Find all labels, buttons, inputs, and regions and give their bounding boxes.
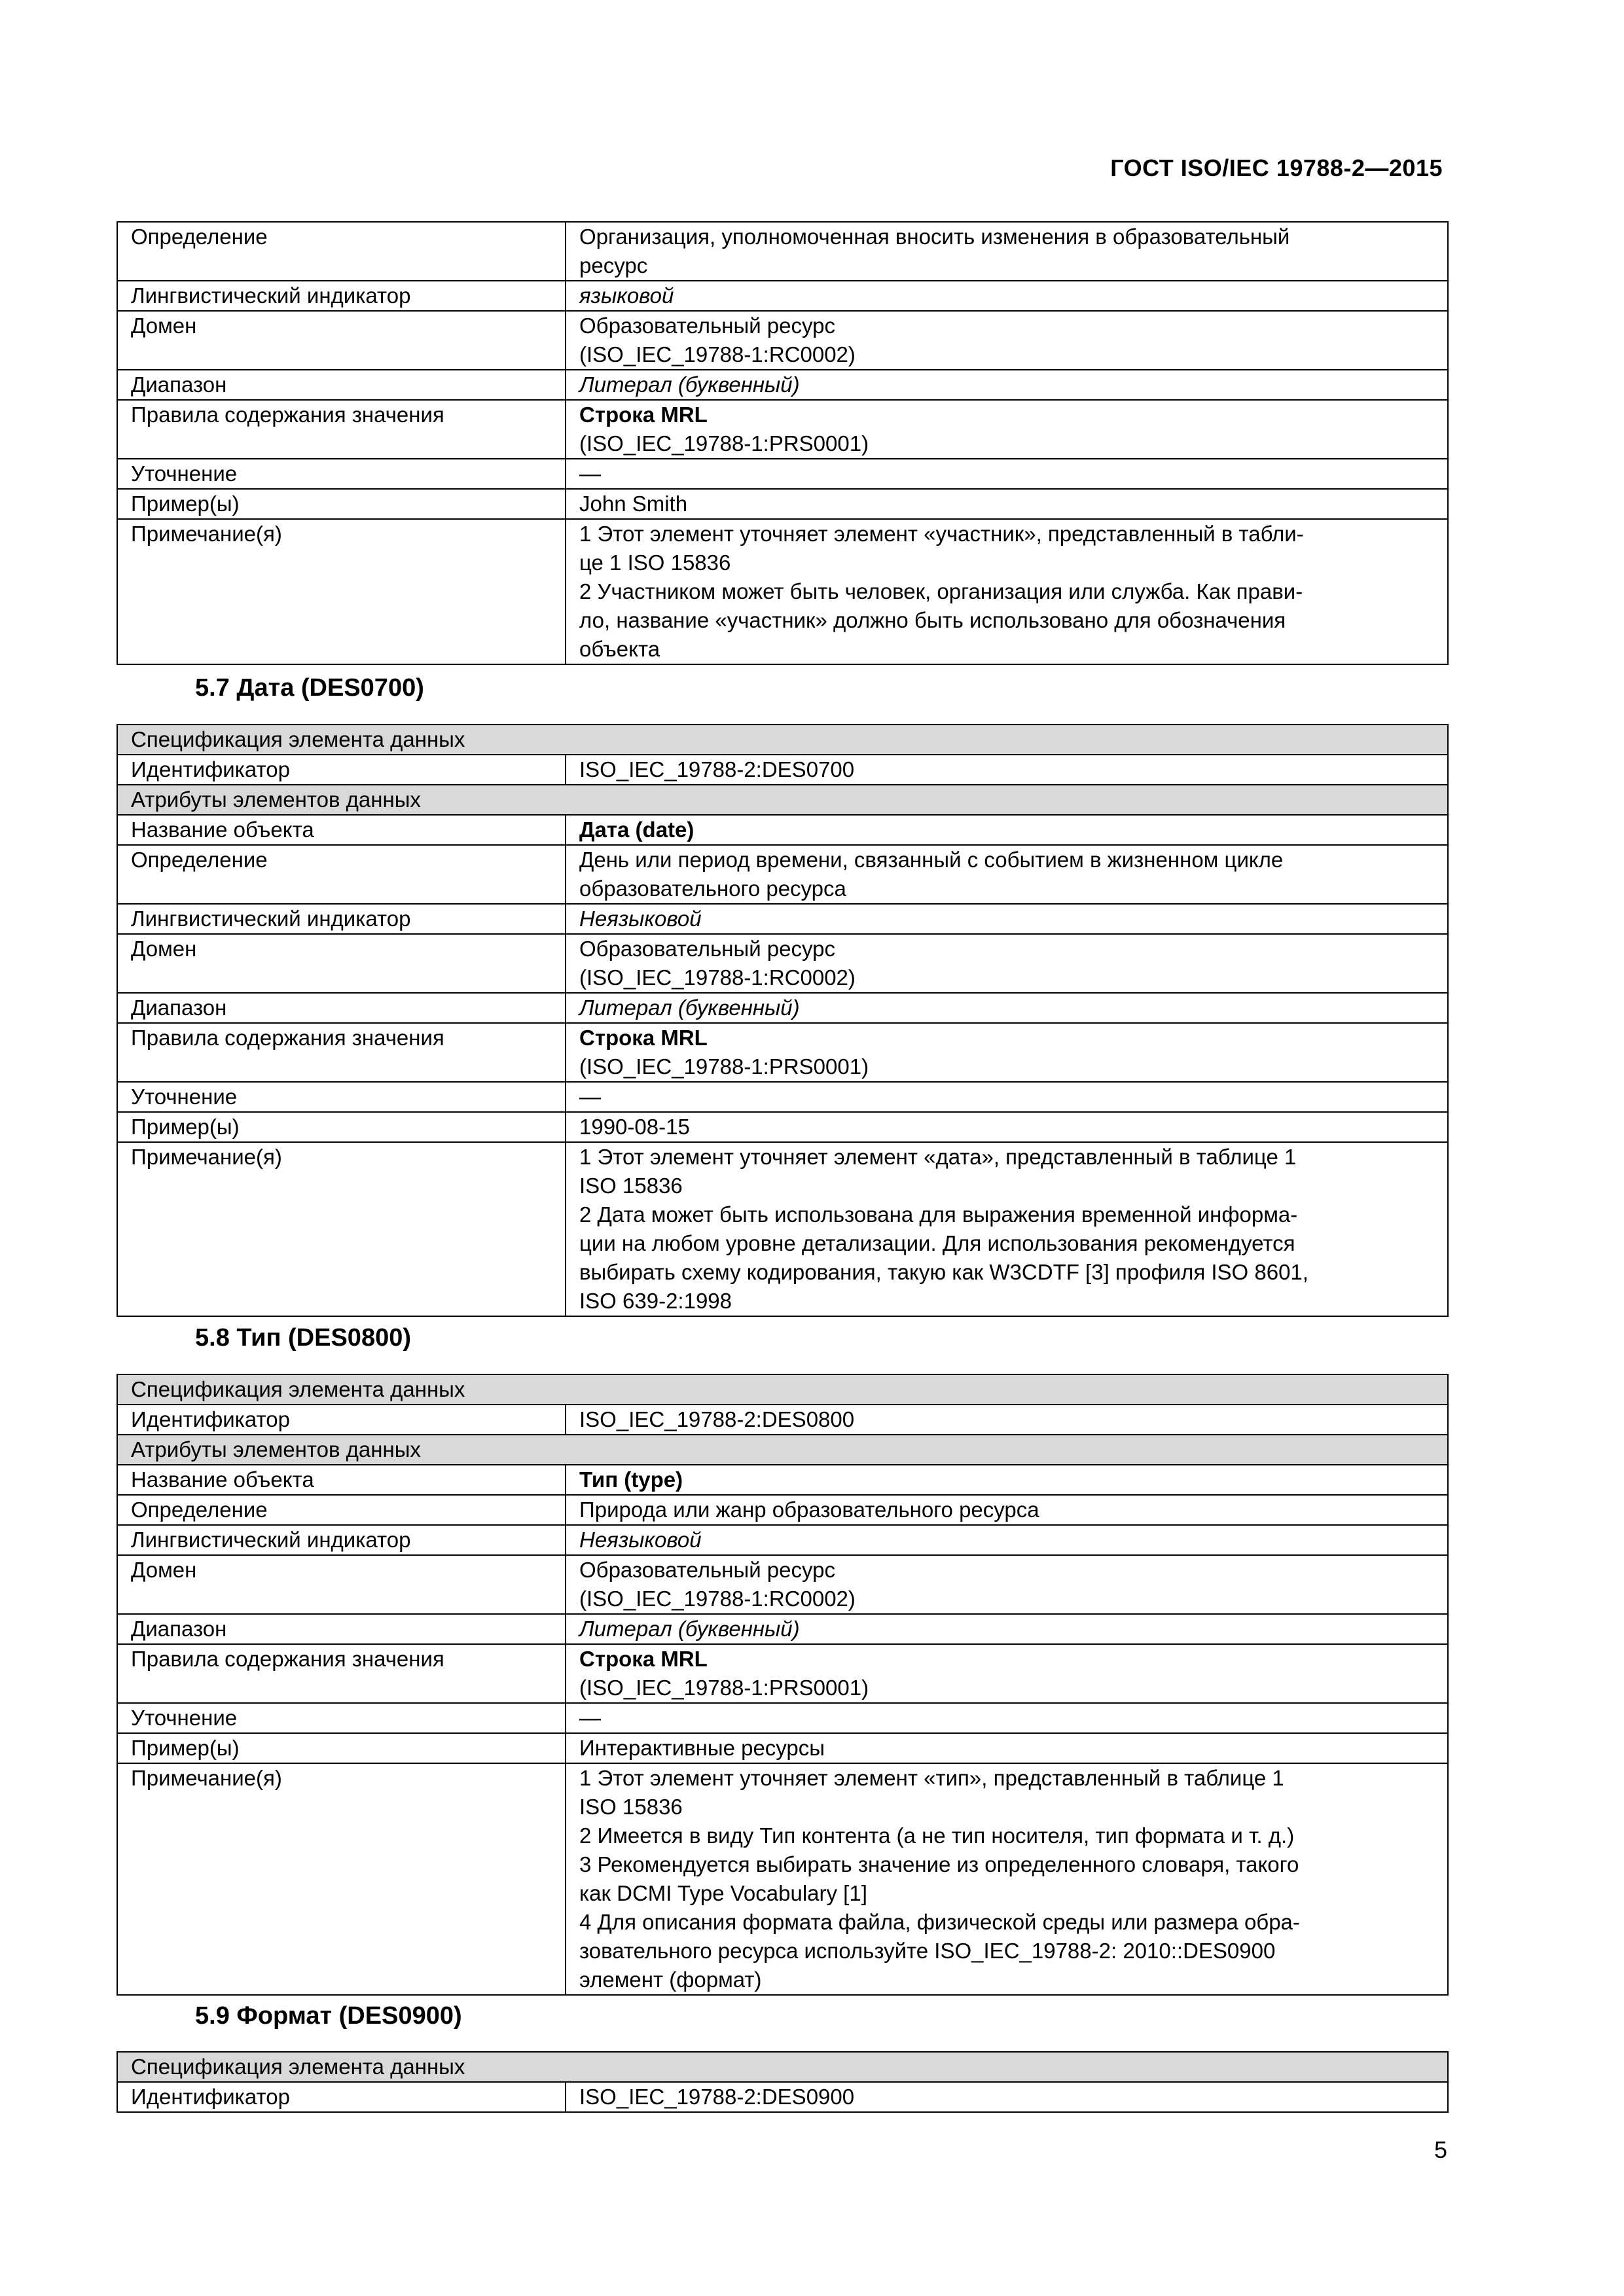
value-line: День или период времени, связанный с событием в жизненном цикле <box>579 848 1284 872</box>
row-value <box>566 1644 1448 1703</box>
note-line: це 1 ISO 15836 <box>579 550 731 575</box>
note-line: 2 Участником может быть человек, организация или служба. Как прави- <box>579 579 1303 603</box>
table-row <box>117 845 1448 904</box>
table-section-row <box>117 1374 1448 1405</box>
table-row <box>117 934 1448 993</box>
row-value: Интерактивные ресурсы <box>566 1733 1448 1763</box>
attrs-header: Атрибуты элементов данных <box>117 785 1448 815</box>
row-value: Природа или жанр образовательного ресурса <box>566 1495 1448 1525</box>
row-label: Диапазон <box>117 370 566 400</box>
note-line: 2 Дата может быть использована для выражения временной информа- <box>579 1202 1298 1227</box>
table-row <box>117 1525 1448 1555</box>
table-row <box>117 1555 1448 1614</box>
note-line: выбирать схему кодирования, такую как W3CDTF [3] профиля ISO 8601, <box>579 1260 1308 1284</box>
table-row <box>117 815 1448 845</box>
value-line: Строка MRL <box>579 1647 708 1671</box>
table-row <box>117 1763 1448 1995</box>
row-value: Неязыковой <box>566 904 1448 934</box>
value-line: образовательного ресурса <box>579 876 846 901</box>
section-heading-date: 5.7 Дата (DES0700) <box>195 674 424 702</box>
table-row <box>117 519 1448 664</box>
note-line: зовательного ресурса используйте ISO_IEC_19788-2: 2010::DES0900 <box>579 1939 1276 1963</box>
row-value: Тип (type) <box>566 1465 1448 1495</box>
row-label: Примечание(я) <box>117 1142 566 1316</box>
spec-header: Спецификация элемента данных <box>117 1374 1448 1405</box>
value-line: (ISO_IEC_19788-1:RC0002) <box>579 1587 856 1611</box>
table-row <box>117 459 1448 489</box>
row-label: Идентификатор <box>117 1405 566 1435</box>
table-section-row <box>117 725 1448 755</box>
table-row <box>117 311 1448 370</box>
row-value: ISO_IEC_19788-2:DES0800 <box>566 1405 1448 1435</box>
row-value: 1990-08-15 <box>566 1112 1448 1142</box>
row-label: Определение <box>117 1495 566 1525</box>
row-value: — <box>566 459 1448 489</box>
value-line: Строка MRL <box>579 1026 708 1050</box>
row-label: Домен <box>117 311 566 370</box>
row-value <box>566 400 1448 459</box>
value-line: ресурс <box>579 253 648 278</box>
table-row <box>117 1112 1448 1142</box>
section-heading-type: 5.8 Тип (DES0800) <box>195 1324 411 1352</box>
row-label: Пример(ы) <box>117 1112 566 1142</box>
note-line: ISO 15836 <box>579 1795 683 1819</box>
section-heading-format: 5.9 Формат (DES0900) <box>195 2002 462 2030</box>
row-label: Пример(ы) <box>117 1733 566 1763</box>
note-line: 2 Имеется в виду Тип контента (а не тип носителя, тип формата и т. д.) <box>579 1823 1295 1848</box>
row-value <box>566 311 1448 370</box>
row-label: Название объекта <box>117 1465 566 1495</box>
row-value: — <box>566 1082 1448 1112</box>
notes-cell <box>566 519 1448 664</box>
table-type <box>117 1374 1449 1996</box>
table-section-row <box>117 1435 1448 1465</box>
table-row <box>117 370 1448 400</box>
row-label: Диапазон <box>117 993 566 1023</box>
table-row <box>117 1644 1448 1703</box>
row-value: Литерал (буквенный) <box>566 993 1448 1023</box>
row-value: Литерал (буквенный) <box>566 370 1448 400</box>
row-label: Идентификатор <box>117 755 566 785</box>
page-number: 5 <box>1434 2136 1447 2163</box>
row-value: ISO_IEC_19788-2:DES0900 <box>566 2082 1448 2112</box>
row-label: Правила содержания значения <box>117 400 566 459</box>
table-section-row <box>117 785 1448 815</box>
row-value <box>566 1555 1448 1614</box>
table-row <box>117 2082 1448 2112</box>
note-line: элемент (формат) <box>579 1967 762 1992</box>
table-row <box>117 1465 1448 1495</box>
row-label: Примечание(я) <box>117 1763 566 1995</box>
note-line: 1 Этот элемент уточняет элемент «тип», представленный в таблице 1 <box>579 1766 1284 1790</box>
row-label: Определение <box>117 222 566 281</box>
note-line: 4 Для описания формата файла, физической среды или размера обра- <box>579 1910 1300 1934</box>
note-line: ции на любом уровне детализации. Для использования рекомендуется <box>579 1231 1295 1255</box>
value-line: Образовательный ресурс <box>579 314 835 338</box>
value-line: (ISO_IEC_19788-1:PRS0001) <box>579 1676 869 1700</box>
table-row <box>117 489 1448 519</box>
row-label: Примечание(я) <box>117 519 566 664</box>
note-line: ло, название «участник» должно быть использовано для обозначения <box>579 608 1286 632</box>
table-date <box>117 724 1449 1317</box>
notes-cell <box>566 1142 1448 1316</box>
row-label: Домен <box>117 1555 566 1614</box>
row-value: ISO_IEC_19788-2:DES0700 <box>566 755 1448 785</box>
note-line: как DCMI Type Vocabulary [1] <box>579 1881 867 1905</box>
notes-cell <box>566 1763 1448 1995</box>
row-label: Уточнение <box>117 1703 566 1733</box>
table-row <box>117 1733 1448 1763</box>
row-label: Определение <box>117 845 566 904</box>
table-section-row <box>117 2052 1448 2082</box>
row-value: Дата (date) <box>566 815 1448 845</box>
row-value: Неязыковой <box>566 1525 1448 1555</box>
spec-header: Спецификация элемента данных <box>117 2052 1448 2082</box>
value-line: Образовательный ресурс <box>579 937 835 961</box>
row-value: John Smith <box>566 489 1448 519</box>
row-label: Лингвистический индикатор <box>117 904 566 934</box>
row-value <box>566 845 1448 904</box>
table-row <box>117 993 1448 1023</box>
value-line: (ISO_IEC_19788-1:RC0002) <box>579 965 856 990</box>
row-value: — <box>566 1703 1448 1733</box>
row-label: Пример(ы) <box>117 489 566 519</box>
row-label: Лингвистический индикатор <box>117 1525 566 1555</box>
value-line: Образовательный ресурс <box>579 1558 835 1582</box>
row-label: Домен <box>117 934 566 993</box>
table-continued <box>117 221 1449 665</box>
table-format <box>117 2051 1449 2113</box>
spec-header: Спецификация элемента данных <box>117 725 1448 755</box>
note-line: 1 Этот элемент уточняет элемент «участник», представленный в табли- <box>579 522 1304 546</box>
table-row <box>117 904 1448 934</box>
row-value: Литерал (буквенный) <box>566 1614 1448 1644</box>
table-row <box>117 1142 1448 1316</box>
table-row <box>117 1405 1448 1435</box>
attrs-header: Атрибуты элементов данных <box>117 1435 1448 1465</box>
note-line: объекта <box>579 637 660 661</box>
row-label: Название объекта <box>117 815 566 845</box>
table-row <box>117 755 1448 785</box>
row-value <box>566 222 1448 281</box>
row-label: Идентификатор <box>117 2082 566 2112</box>
value-line: (ISO_IEC_19788-1:RC0002) <box>579 342 856 367</box>
row-value: языковой <box>566 281 1448 311</box>
value-line: (ISO_IEC_19788-1:PRS0001) <box>579 431 869 456</box>
table-row <box>117 1614 1448 1644</box>
row-value <box>566 1023 1448 1082</box>
note-line: ISO 15836 <box>579 1174 683 1198</box>
row-label: Лингвистический индикатор <box>117 281 566 311</box>
table-row <box>117 281 1448 311</box>
note-line: 1 Этот элемент уточняет элемент «дата», представленный в таблице 1 <box>579 1145 1297 1169</box>
table-row <box>117 1082 1448 1112</box>
table-row <box>117 1703 1448 1733</box>
row-label: Уточнение <box>117 459 566 489</box>
row-label: Правила содержания значения <box>117 1644 566 1703</box>
value-line: (ISO_IEC_19788-1:PRS0001) <box>579 1054 869 1079</box>
row-value <box>566 934 1448 993</box>
table-row <box>117 222 1448 281</box>
table-row <box>117 1495 1448 1525</box>
row-label: Уточнение <box>117 1082 566 1112</box>
note-line: 3 Рекомендуется выбирать значение из определенного словаря, такого <box>579 1852 1299 1876</box>
row-label: Правила содержания значения <box>117 1023 566 1082</box>
value-line: Строка MRL <box>579 403 708 427</box>
row-label: Диапазон <box>117 1614 566 1644</box>
document-header: ГОСТ ISO/IEC 19788-2—2015 <box>1110 154 1443 181</box>
note-line: ISO 639-2:1998 <box>579 1289 732 1313</box>
value-line: Организация, уполномоченная вносить изменения в образовательный <box>579 224 1290 249</box>
table-row <box>117 1023 1448 1082</box>
table-row <box>117 400 1448 459</box>
